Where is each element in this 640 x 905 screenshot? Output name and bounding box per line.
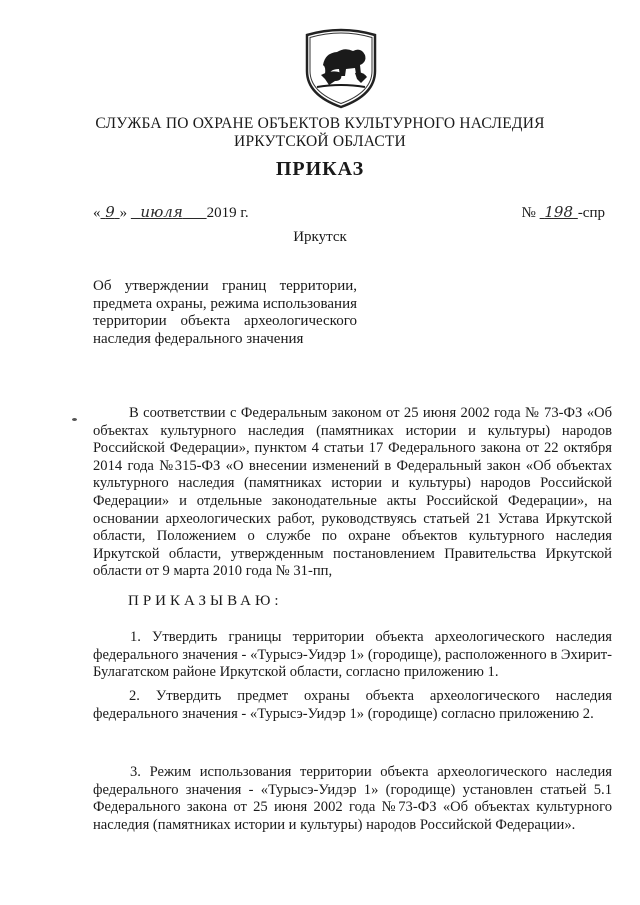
number-label: №	[521, 205, 536, 221]
coat-of-arms-icon	[301, 25, 381, 109]
date-month: июля	[140, 203, 183, 221]
date-close-quote: »	[119, 205, 128, 221]
agency-name-line2: ИРКУТСКОЙ ОБЛАСТИ	[234, 133, 406, 150]
number-suffix: -спр	[577, 205, 605, 221]
city: Иркутск	[293, 229, 347, 245]
order-subject: Об утверждении границ территории, предмета охраны, режима использования территории объекта археологического наследия федерального значения	[93, 278, 357, 347]
order-number	[522, 203, 605, 222]
date-open-quote: «	[93, 205, 101, 221]
number-value: 198	[544, 203, 574, 221]
order-item-3: 3. Режим использования территории объекта археологического наследия федерального значения - «Турысэ-Уидэр 1» (городище) установлен статьей 5.1 Федерального закона от 25 июня 2002 года №73-ФЗ «Об объектах культурного наследия (памятниках истории и культуры) народов Российской Федерации».	[93, 764, 612, 833]
date-year: 2019 г.	[206, 205, 249, 221]
order-word: ПРИКАЗЫВАЮ:	[128, 593, 283, 609]
preamble-paragraph: В соответствии с Федеральным законом от 25 июня 2002 года № 73-ФЗ «Об объектах культурного наследия (памятниках истории и культуры) народов Российской Федерации», пунктом 4 статьи 17 Федерального закона от 22 октября 2014 года №315-ФЗ «О внесении изменений в Федеральный закон «Об объектах культурного наследия (памятниках истории и культуры) народов Российской Федерации» и отдельные законодательные акты Российской Федерации», на основании археологических работ, руководствуясь статьей 21 Устава Иркутской области, Положением о службе по охране объектов культурного наследия Иркутской области, утвержденным постановлением Правительства Иркутской области от 9 марта 2010 года № 31-пп,	[93, 405, 612, 580]
order-item-2: 2. Утвердить предмет охраны объекта археологического наследия федерального значения - «Турысэ-Уидэр 1» (городище) согласно приложению 2.	[93, 688, 612, 722]
agency-name-line1: СЛУЖБА ПО ОХРАНЕ ОБЪЕКТОВ КУЛЬТУРНОГО НАСЛЕДИЯ	[95, 115, 545, 132]
date-day: 9	[105, 203, 115, 221]
document-title: ПРИКАЗ	[275, 158, 365, 180]
order-item-1: 1. Утвердить границы территории объекта археологического наследия федерального значения - «Турысэ-Уидэр 1» (городище), расположенного в Эхирит-Булагатском районе Иркутской области, согласно приложению 1.	[93, 629, 612, 681]
margin-mark	[72, 418, 77, 421]
order-date	[93, 203, 249, 222]
